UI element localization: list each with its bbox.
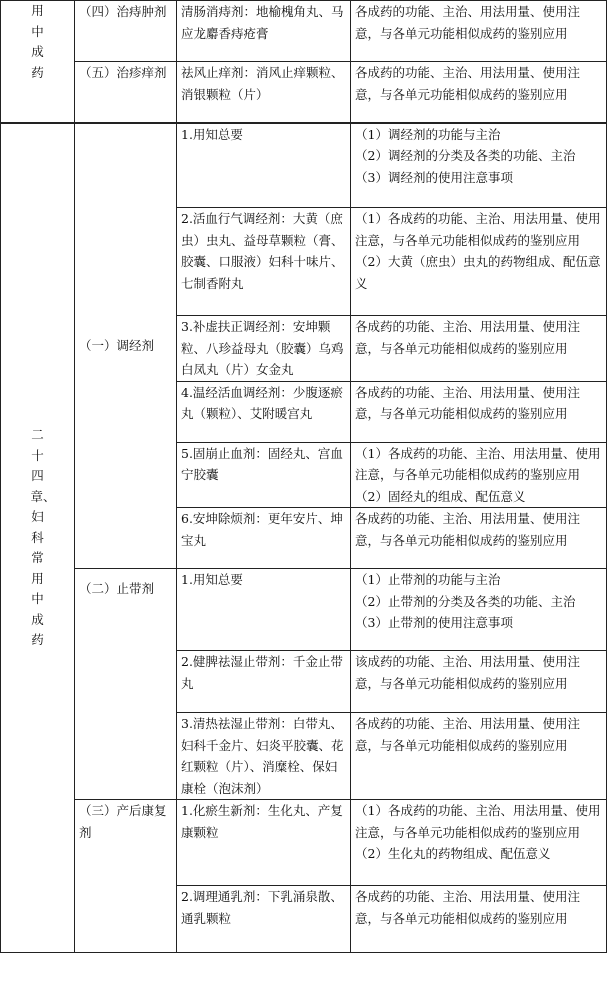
unit-cell: [75, 1, 177, 62]
requirements-cell: [351, 123, 607, 208]
requirement-text: 各成药的功能、主治、用法用量、使用注意，与各单元功能相似成药的鉴别应用: [355, 319, 581, 356]
unit-cell: [75, 123, 177, 569]
table-row: [1, 1, 607, 62]
table-row: [1, 62, 607, 123]
requirement-text: （3）止带剂的使用注意事项: [355, 615, 513, 630]
requirement-text: （3）调经剂的使用注意事项: [355, 169, 513, 185]
element-text: 2.健脾祛湿止带剂：千金止带丸: [181, 654, 343, 691]
requirement-text: 各成药的功能、主治、用法用量、使用注意，与各单元功能相似成药的鉴别应用: [355, 511, 581, 548]
element-cell: [177, 208, 351, 316]
chapter-cell: [1, 1, 75, 123]
requirement-text: 该成药的功能、主治、用法用量、使用注意，与各单元功能相似成药的鉴别应用: [355, 654, 581, 691]
unit-title: （三）产后康复剂: [79, 803, 167, 840]
unit-title: （四）治痔肿剂: [79, 4, 167, 19]
chapter-title: 用中成药: [31, 3, 44, 80]
unit-title: （二）止带剂: [79, 581, 155, 596]
requirement-text: （1）各成药的功能、主治、用法用量、使用注意，与各单元功能相似成药的鉴别应用: [355, 211, 601, 248]
requirements-cell: [351, 208, 607, 316]
requirement-text: （2）大黄（庶虫）虫丸的药物组成、配伍意义: [355, 254, 601, 291]
requirements-cell: [351, 886, 607, 953]
element-cell: [177, 1, 351, 62]
unit-cell: [75, 62, 177, 123]
requirements-cell: [351, 800, 607, 886]
requirement-text: 各成药的功能、主治、用法用量、使用注意，与各单元功能相似成药的鉴别应用: [355, 716, 581, 753]
element-text: 1.化瘀生新剂：生化丸、产复康颗粒: [181, 803, 343, 840]
element-cell: [177, 123, 351, 208]
requirements-cell: [351, 381, 607, 442]
requirement-text: （2）生化丸的药物组成、配伍意义: [355, 846, 551, 861]
requirement-text: 各成药的功能、主治、用法用量、使用注意，与各单元功能相似成药的鉴别应用: [355, 384, 581, 421]
requirement-text: （1）止带剂的功能与主治: [355, 572, 501, 587]
requirements-cell: [351, 316, 607, 382]
element-text: 6.安坤除烦剂：更年安片、坤宝丸: [181, 511, 343, 548]
requirements-cell: [351, 62, 607, 123]
element-text: 3.清热祛湿止带剂：白带丸、妇科千金片、妇炎平胶囊、花红颗粒（片）、消糜栓、保妇康栓（泡沫剂）: [181, 716, 344, 796]
requirements-cell: [351, 713, 607, 800]
chapter-cell: [1, 123, 75, 953]
element-cell: [177, 886, 351, 953]
requirement-text: （2）调经剂的分类及各类的功能、主治: [355, 148, 576, 163]
requirements-cell: [351, 442, 607, 508]
element-cell: [177, 569, 351, 651]
element-cell: [177, 800, 351, 886]
requirements-cell: [351, 1, 607, 62]
requirement-text: （1）调经剂的功能与主治: [355, 126, 501, 142]
element-text: 清肠消痔剂：地榆槐角丸、马应龙麝香痔疮膏: [181, 4, 344, 41]
unit-title: （五）治疹痒剂: [79, 65, 167, 80]
element-cell: [177, 381, 351, 442]
element-text: 2.调理通乳剂：下乳涌泉散、通乳颗粒: [181, 889, 343, 926]
requirement-text: （2）固经丸的组成、配伍意义: [355, 488, 526, 504]
unit-cell: [75, 800, 177, 953]
table-row: [1, 123, 607, 208]
table-row: [1, 569, 607, 651]
requirements-cell: [351, 508, 607, 569]
element-text: 祛风止痒剂：消风止痒颗粒、消银颗粒（片）: [181, 65, 344, 102]
syllabus-body: [1, 1, 607, 953]
requirements-cell: [351, 651, 607, 713]
element-text: 2.活血行气调经剂：大黄（庶虫）虫丸、益母草颗粒（膏、胶囊、口服液）妇科十味片、七制香附丸: [181, 211, 344, 291]
element-text: 1.用知总要: [181, 572, 243, 587]
unit-title: （一）调经剂: [79, 338, 155, 353]
element-text: 5.固崩止血剂：固经丸、宫血宁胶囊: [181, 445, 343, 482]
table-row: [1, 800, 607, 886]
requirement-text: 各成药的功能、主治、用法用量、使用注意，与各单元功能相似成药的鉴别应用: [355, 65, 581, 102]
element-cell: [177, 316, 351, 382]
requirement-text: （1）各成药的功能、主治、用法用量、使用注意，与各单元功能相似成药的鉴别应用: [355, 445, 601, 482]
element-text: 3.补虚扶正调经剂：安坤颗粒、八珍益母丸（胶囊）乌鸡白凤丸（片）女金丸: [181, 319, 344, 377]
chapter-title: 二十四章、妇科常用中成药: [30, 427, 56, 647]
element-text: 1.用知总要: [181, 126, 243, 142]
element-cell: [177, 508, 351, 569]
element-cell: [177, 62, 351, 123]
requirement-text: 各成药的功能、主治、用法用量、使用注意，与各单元功能相似成药的鉴别应用: [355, 4, 581, 41]
element-cell: [177, 651, 351, 713]
element-cell: [177, 713, 351, 800]
requirement-text: （2）止带剂的分类及各类的功能、主治: [355, 593, 576, 609]
requirement-text: （1）各成药的功能、主治、用法用量、使用注意，与各单元功能相似成药的鉴别应用: [355, 803, 601, 840]
element-cell: [177, 442, 351, 508]
requirement-text: 各成药的功能、主治、用法用量、使用注意，与各单元功能相似成药的鉴别应用: [355, 889, 581, 926]
unit-cell: [75, 569, 177, 800]
requirements-cell: [351, 569, 607, 651]
element-text: 4.温经活血调经剂：少腹逐瘀丸（颗粒）、艾附暖宫丸: [181, 384, 343, 421]
